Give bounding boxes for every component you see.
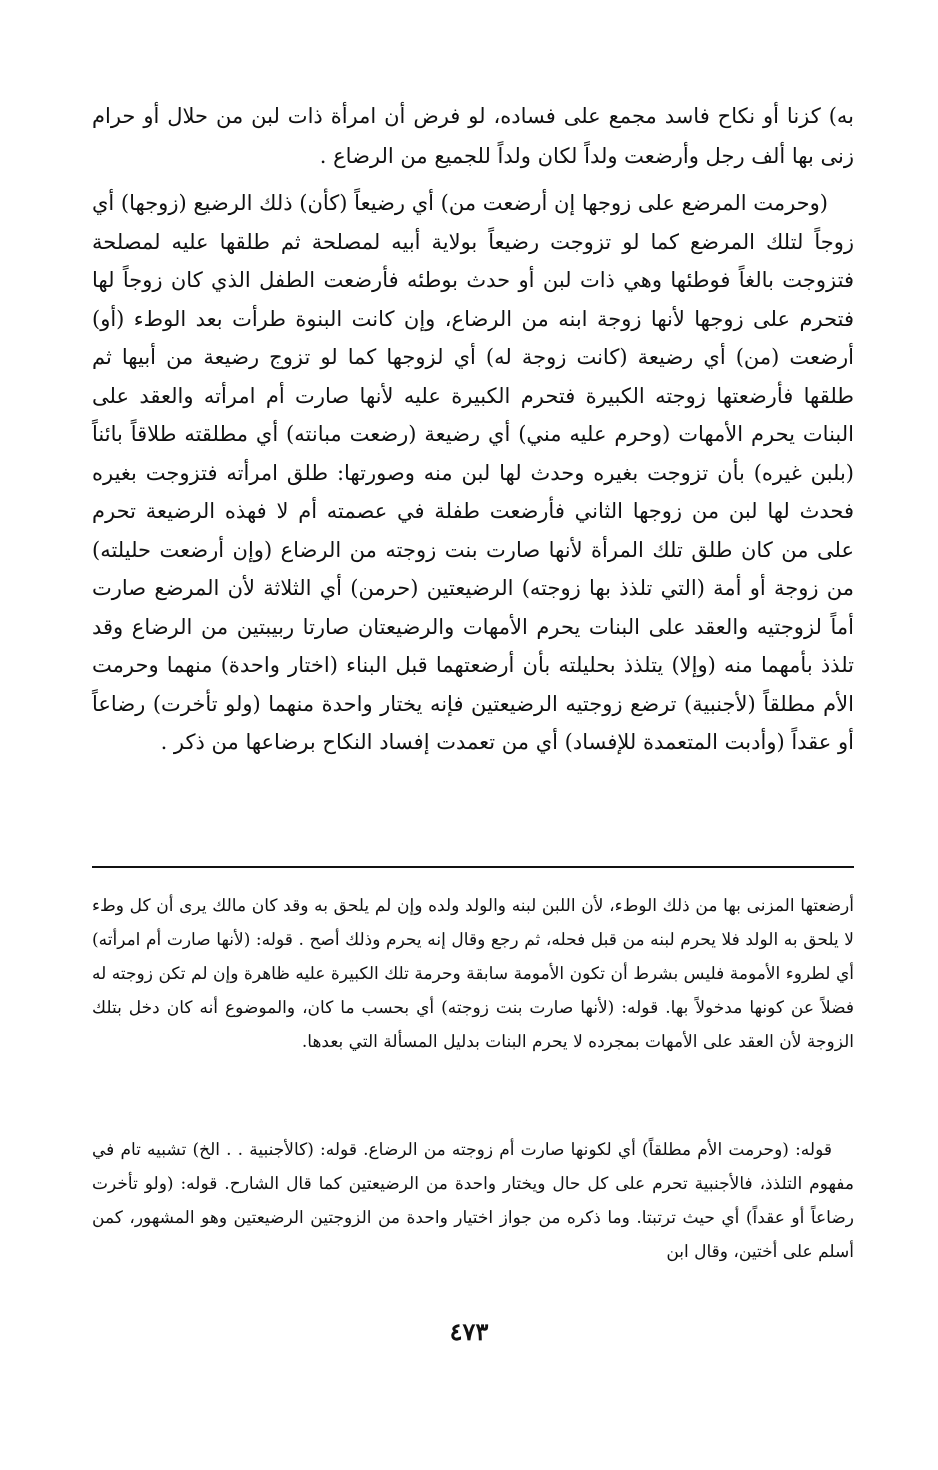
- main-text-paragraph-1: به) كزنا أو نكاح فاسد مجمع على فساده، لو فرض أن امرأة ذات لبن من حلال أو حرام زنى بها ألف رجل وأرضعت ولداً لكان ولداً للجميع من الرضاع .: [92, 104, 854, 168]
- page-number: ٤٧٣: [449, 1317, 489, 1346]
- main-text-paragraph-2: (وحرمت المرضع على زوجها إن أرضعت من) أي رضيعاً (كأن) ذلك الرضيع (زوجها) أي زوجاً لتلك المرضع كما لو تزوجت رضيعاً بولاية أبيه لمصلحة ثم طلقها عليه لمصلحة فتزوجت بالغاً فوطئها وهي ذات لبن أو حدث بوطئه فأرضعت الطفل الذي كان زوجاً لها فتحرم على زوجها لأنها زوجة ابنه من الرضاع، وإن كانت البنوة طرأت بعد الوطء (أو) أرضعت (من) أي رضيعة (كانت زوجة له) أي لزوجها كما لو تزوج رضيعة من أبيها ثم طلقها فأرضعتها زوجته الكبيرة فتحرم الكبيرة عليه لأنها صارت أم امرأته والعقد على البنات يحرم الأمهات (وحرم عليه مني) أي رضيعة (رضعت مبانته) أي مطلقته طلاقاً بائناً (بلبن غيره) بأن تزوجت بغيره وحدث لها لبن منه وصورتها: طلق امرأته فتزوجت بغيره فحدث لها لبن من زوجها الثاني فأرضعت طفلة في عصمته أم لا فهذه الرضيعة تحرم على من كان طلق تلك المرأة لأنها صارت بنت زوجته من الرضاع (وإن أرضعت حليلته) من زوجة أو أمة (التي تلذذ بها زوجته) الرضيعتين (حرمن) أي الثلاثة لأن المرضع صارت أماً لزوجتيه والعقد على البنات يحرم الأمهات والرضيعتان صارتا ربيبتين من الرضاع وقد تلذذ بأمهما منه (وإلا) يتلذذ بحليلته بأن أرضعتهما قبل البناء (اختار واحدة) منهما وحرمت الأم مطلقاً (لأجنبية) ترضع زوجتيه الرضيعتين فإنه يختار واحدة منهما (ولو تأخرت) رضاعاً أو عقداً (وأدبت المتعمدة للإفساد) أي من تعمدت إفساد النكاح برضاعها من ذكر .: [91, 191, 855, 754]
- footnote-paragraph-2: قوله: (وحرمت الأم مطلقاً) أي لكونها صارت أم زوجته من الرضاع. قوله: (كالأجنبية . . الخ) تشبيه تام في مفهوم التلذذ، فالأجنبية تحرم على كل حال ويختار واحدة من الرضيعتين كما قال الشارح. قوله: (ولو تأخرت رضاعاً أو عقداً) أي حيث ترتبتا. وما ذكره من جواز اختيار واحدة من الزوجتين الرضيعتين وهو المشهور، كمن أسلم على أختين، وقال ابن: [92, 1140, 854, 1262]
- footnote-paragraph-1: أرضعتها المزنى بها من ذلك الوطء، لأن اللبن لبنه والولد ولده وإن لم يلحق به وقد كان مالك يرى أن كل وطء لا يلحق به الولد فلا يحرم لبنه من قبل فحله، ثم رجع وقال إنه يحرم وذلك أصح . قوله: (لأنها صارت أم امرأته) أي لطروء الأمومة فليس بشرط أن تكون الأمومة سابقة وحرمة تلك الكبيرة عليه ظاهرة وإن لم تكن زوجته له فضلاً عن كونها مدخولاً بها. قوله: (لأنها صارت بنت زوجته) أي بحسب ما كان، والموضوع أنه كان دخل بتلك الزوجة لأن العقد على الأمهات بمجرده لا يحرم البنات بدليل المسألة التي بعدها.: [92, 896, 854, 1052]
- footnote-separator-line: [92, 866, 854, 868]
